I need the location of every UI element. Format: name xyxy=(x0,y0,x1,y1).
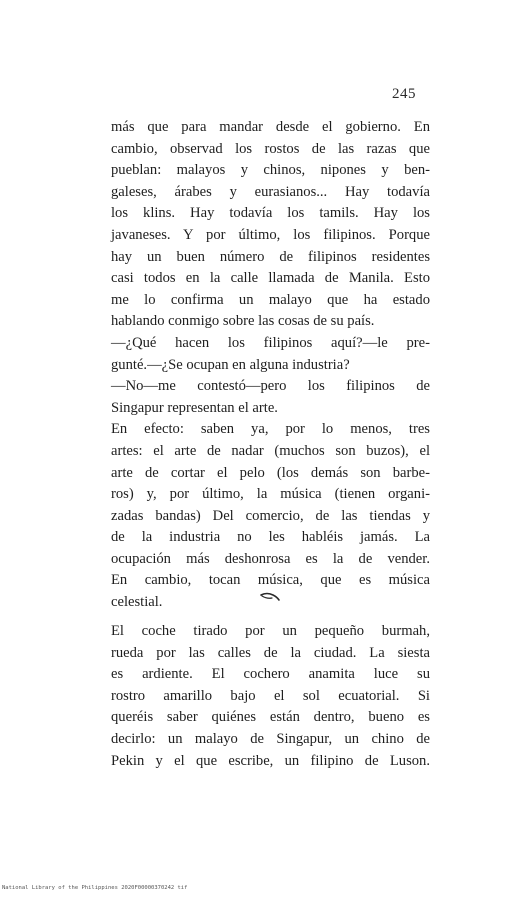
text-line: En efecto: saben ya, por lo menos, tres xyxy=(111,421,430,438)
text-line: artes: el arte de nadar (muchos son buzos), el xyxy=(111,442,430,459)
text-line: arte de cortar el pelo (los demás son barbe- xyxy=(111,464,430,481)
text-line: me lo confirma un malayo que ha estado xyxy=(111,291,430,308)
text-line: Pekin y el que escribe, un filipino de Luson. xyxy=(111,752,430,769)
text-line: En cambio, tocan música, que es música xyxy=(111,572,430,589)
text-line: celestial. xyxy=(111,594,163,611)
text-line: gunté.—¿Se ocupan en alguna industria? xyxy=(111,356,350,373)
text-line: ocupación más deshonrosa es la de vender. xyxy=(111,550,430,567)
text-line: cambio, observad los rostos de las razas que xyxy=(111,140,430,157)
text-line: —No—me contestó—pero los filipinos de xyxy=(111,378,430,395)
text-line: decirlo: un malayo de Singapur, un chino de xyxy=(111,730,430,747)
text-line: de la industria no les habléis jamás. La xyxy=(111,529,430,546)
text-line: rostro amarillo bajo el sol ecuatorial. Si xyxy=(111,687,430,704)
text-line: queréis saber quiénes están dentro, bueno es xyxy=(111,709,430,726)
text-line: galeses, árabes y eurasianos... Hay todavía xyxy=(111,183,430,200)
paragraph-block-2 xyxy=(111,621,430,772)
text-line: más que para mandar desde el gobierno. En xyxy=(111,119,430,135)
paragraph-block-1 xyxy=(111,117,430,614)
section-divider-ornament-icon xyxy=(259,589,281,603)
text-line: —¿Qué hacen los filipinos aquí?—le pre- xyxy=(111,334,430,351)
text-line: hablando conmigo sobre las cosas de su país. xyxy=(111,313,375,330)
text-line: es ardiente. El cochero anamita luce su xyxy=(111,666,430,683)
text-line: rueda por las calles de la ciudad. La siesta xyxy=(111,644,430,661)
scan-source-footer: National Library of the Philippines 2020F00000370242 tif xyxy=(2,885,188,891)
text-line: javaneses. Y por último, los filipinos. Porque xyxy=(111,226,430,243)
text-line: Singapur representan el arte. xyxy=(111,399,278,416)
text-line: casi todos en la calle llamada de Manila. Esto xyxy=(111,270,430,287)
text-line: hay un buen número de filipinos residentes xyxy=(111,248,430,265)
text-line: los klins. Hay todavía los tamils. Hay los xyxy=(111,205,430,222)
text-line: El coche tirado por un pequeño burmah, xyxy=(111,623,430,639)
page-number: 245 xyxy=(392,86,416,102)
text-line: ros) y, por último, la música (tienen organi- xyxy=(111,486,430,503)
text-line: pueblan: malayos y chinos, nipones y ben- xyxy=(111,162,430,179)
text-line: zadas bandas) Del comercio, de las tiendas y xyxy=(111,507,430,524)
